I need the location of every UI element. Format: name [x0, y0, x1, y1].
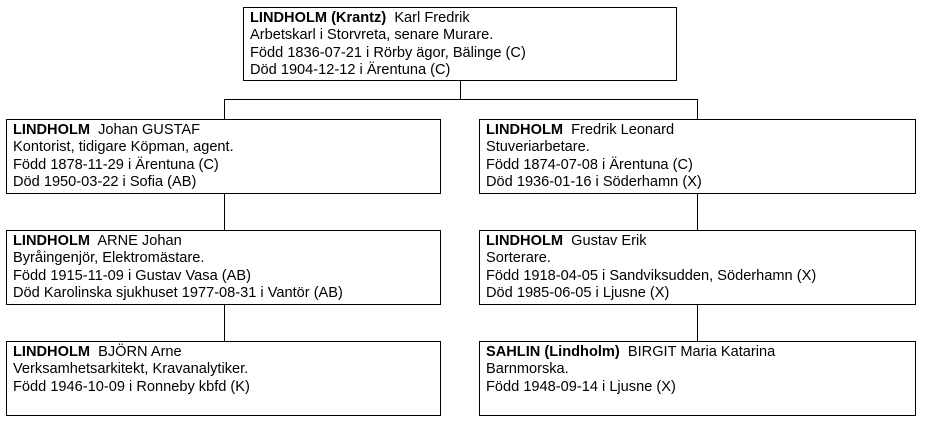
person-death: Död 1936-01-16 i Söderhamn (X) [486, 174, 702, 191]
person-surname: LINDHOLM [486, 233, 564, 249]
person-occupation: Stuveriarbetare. [486, 139, 590, 156]
person-birth: Född 1878-11-29 i Ärentuna (C) [13, 156, 219, 173]
person-birth: Född 1874-07-08 i Ärentuna (C) [486, 156, 693, 173]
connector-gustav-birgit [697, 304, 698, 342]
person-surname: LINDHOLM (Krantz) [250, 10, 387, 26]
person-death: Död 1985-06-05 i Ljusne (X) [486, 285, 670, 302]
person-box-bjorn [6, 341, 441, 416]
person-box-karl [243, 7, 677, 81]
person-occupation: Sorterare. [486, 250, 551, 267]
person-box-gustaf [6, 119, 441, 194]
person-occupation: Verksamhetsarkitekt, Kravanalytiker. [13, 361, 249, 378]
person-given-name: BIRGIT Maria Katarina [627, 344, 776, 360]
person-surname: LINDHOLM [13, 233, 91, 249]
person-birth: Född 1915-11-09 i Gustav Vasa (AB) [13, 267, 251, 284]
person-death: Död 1950-03-22 i Sofia (AB) [13, 174, 197, 191]
person-box-arne [6, 230, 441, 305]
person-surname: LINDHOLM [13, 344, 91, 360]
connector-fredrik-gustav [697, 193, 698, 231]
connector-root-branch [224, 99, 698, 100]
person-surname: SAHLIN (Lindholm) [486, 344, 620, 360]
connector-gustaf-arne [224, 193, 225, 231]
person-given-name: ARNE Johan [97, 233, 182, 249]
person-box-fredrik [479, 119, 916, 194]
person-given-name: Fredrik Leonard [571, 122, 675, 138]
person-birth: Född 1948-09-14 i Ljusne (X) [486, 378, 676, 395]
person-occupation: Kontorist, tidigare Köpman, agent. [13, 139, 234, 156]
person-surname: LINDHOLM [13, 122, 91, 138]
person-death: Död Karolinska sjukhuset 1977-08-31 i Vantör (AB) [13, 285, 343, 302]
connector-arne-bjorn [224, 304, 225, 342]
person-box-birgit [479, 341, 916, 416]
person-occupation: Barnmorska. [486, 361, 569, 378]
person-birth: Född 1946-10-09 i Ronneby kbfd (K) [13, 378, 250, 395]
person-surname: LINDHOLM [486, 122, 564, 138]
person-given-name: Johan GUSTAF [98, 122, 201, 138]
person-birth: Född 1918-04-05 i Sandviksudden, Söderhamn (X) [486, 267, 817, 284]
connector-root-down [460, 80, 461, 100]
person-occupation: Arbetskarl i Storvreta, senare Murare. [250, 27, 494, 44]
person-box-gustav [479, 230, 916, 305]
person-given-name: Gustav Erik [571, 233, 647, 249]
person-birth: Född 1836-07-21 i Rörby ägor, Bälinge (C) [250, 44, 526, 61]
person-death: Död 1904-12-12 i Ärentuna (C) [250, 62, 451, 79]
person-given-name: BJÖRN Arne [98, 344, 182, 360]
person-occupation: Byråingenjör, Elektromästare. [13, 250, 205, 267]
person-given-name: Karl Fredrik [394, 10, 470, 26]
connector-to-fredrik [697, 99, 698, 120]
connector-to-gustaf [224, 99, 225, 120]
